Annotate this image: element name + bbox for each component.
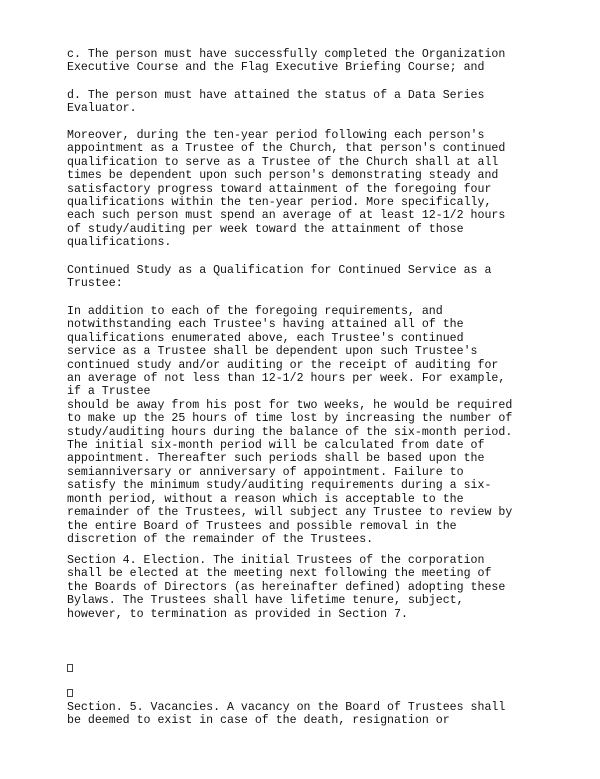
missing-glyph-box	[67, 689, 73, 697]
paragraph-c: c. The person must have successfully completed the Organization Executive Course and the Flag Executive Briefing Course; and	[67, 48, 506, 75]
heading-continued-study: Continued Study as a Qualification for Continued Service as a Trustee:	[67, 264, 492, 291]
paragraph-in-addition: In addition to each of the foregoing requirements, and notwithstanding each Trustee's having attained all of the qualifications enumerated above, each Trustee's continued service as a Trustee shall be dependent upon such Trustee's continued study and/or auditing or the receipt of auditing for an average of not less than 12-1/2 hours per week. For example, if a Trustee should be away from his post for two weeks, he would be required to make up the 25 hours of time lost by increasing the number of study/auditing hours during the balance of the six-month period. The initial six-month period will be calculated from date of appointment. Thereafter such periods shall be based upon the semianniversary or anniversary of appointment. Failure to satisfy the minimum study/auditing requirements during a six- month period, without a reason which is acceptable to the remainder of the Trustees, will subject any Trustee to review by the entire Board of Trustees and possible removal in the discretion of the remainder of the Trustees.	[67, 305, 513, 546]
paragraph-moreover: Moreover, during the ten-year period following each person's appointment as a Trustee of the Church, that person's continued qualification to serve as a Trustee of the Church shall at all times be dependent upon such person's demonstrating steady and satisfactory progress toward attainment of the foregoing four qualifications within the ten-year period. More specifically, each such person must spend an average of at least 12-1/2 hours of study/auditing per week toward the attainment of those qualifications.	[67, 129, 506, 250]
paragraph-section-4: Section 4. Election. The initial Trustees of the corporation shall be elected at the meeting next following the meeting of the Boards of Directors (as hereinafter defined) adopting these Bylaws. The Trustees shall have lifetime tenure, subject, however, to termination as provided in Section 7.	[67, 554, 506, 621]
paragraph-d: d. The person must have attained the status of a Data Series Evaluator.	[67, 89, 485, 116]
paragraph-section-5: Section. 5. Vacancies. A vacancy on the Board of Trustees shall be deemed to exist in case of the death, resignation or	[67, 701, 506, 728]
missing-glyph-box	[67, 664, 73, 672]
